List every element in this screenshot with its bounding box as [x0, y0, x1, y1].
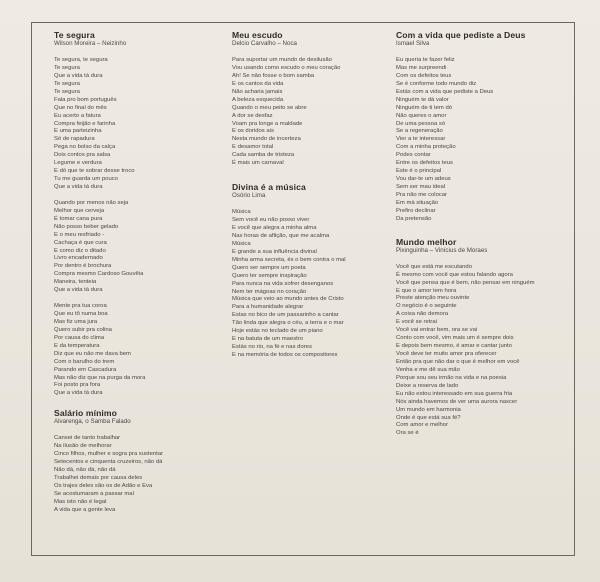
lyric-line: E dó que te sobrar desse troco	[54, 168, 135, 175]
lyric-line: A coisa não demora	[396, 311, 449, 318]
lyric-line: Estas no bico de um passarinho a cantar	[232, 312, 339, 319]
column-right	[396, 30, 574, 438]
lyric-line: Nem ter mágoas no coração	[232, 288, 307, 295]
lyric-line: Cinco filhos, mulher e sogra pra sustentar	[54, 451, 164, 458]
lyric-line: Que eu tô numa boa	[54, 311, 108, 317]
lyric-line: Cansei de tanto trabalhar	[54, 435, 121, 442]
lyric-line: Este é o principal	[396, 168, 442, 175]
lyric-line: Vou dar-te um adeus	[396, 176, 451, 183]
lyric-line: Quero subir pra colina	[54, 326, 112, 333]
lyric-line: Quando por menos não seja	[54, 199, 129, 206]
lyric-line: Você vai entrar bem, ora se vai	[396, 327, 478, 334]
lyric-line: Que a vida tá dura	[54, 390, 103, 397]
lyric-line: É tomar cana pura	[54, 215, 103, 222]
lyric-line: Ah! Se não fosse o bom samba	[232, 72, 315, 79]
lyric-line: Um mundo em harmonia	[396, 406, 461, 413]
lyric-line: Se acostumaram a passar mal	[54, 490, 134, 497]
song-title: Meu escudo	[232, 30, 283, 40]
lyric-line: Que a vida tá dura	[54, 287, 103, 294]
lyric-line: Venha e me dê sua mão	[396, 366, 460, 373]
song-divina-e-a-musica	[232, 182, 402, 360]
lyric-line: Se a regeneração	[396, 128, 443, 135]
lyric-line: Trabalhei demais por causa deles	[54, 475, 143, 481]
lyric-line: Quando o meu peito se abre	[232, 104, 307, 111]
lyric-line: Que no final do mês	[54, 104, 107, 111]
lyric-line: Podes contar	[396, 152, 431, 159]
lyric-line: Minha arma secreta, és o bem contra o mal	[232, 256, 346, 263]
lyric-line: E na memória de todos os compositores	[232, 352, 338, 358]
lyric-line: Que a vida tá dura	[54, 184, 103, 190]
song-salario-minimo	[54, 408, 224, 514]
lyric-line: Ninguém te dá valor	[396, 96, 449, 103]
song-title: Te segura	[54, 30, 95, 40]
lyric-line: Com amor e melhor	[396, 422, 449, 429]
stanza-break	[54, 192, 224, 200]
lyric-line: E você se retrai	[396, 319, 437, 326]
song-title: Com a vida que pediste a Deus	[396, 30, 526, 40]
lyric-line: Vou usando como escudo o meu coração	[232, 64, 341, 71]
lyric-line: E desamor total	[232, 144, 274, 151]
lyric-line: Mas não diz que na purga da mora	[54, 374, 146, 381]
column-middle	[232, 30, 402, 360]
lyric-line: Na ilusão de melhorar	[54, 443, 112, 450]
lyric-line: Te segura	[54, 80, 80, 87]
lyric-line: Por causa do clima	[54, 334, 105, 341]
lyric-line: E os doridos ais	[232, 128, 274, 135]
lyric-line: Ninguém de ti tem dó	[396, 104, 452, 111]
lyric-line: Por dentro é brochura	[54, 263, 112, 270]
lyric-line: Música	[232, 209, 251, 216]
lyric-line: Conto com você, vim mais um é sempre dois	[396, 335, 514, 342]
lyric-line: Não posso beber gelado	[54, 223, 119, 230]
lyric-line: Para nunca na vida sofrer desenganos	[232, 280, 334, 287]
lyric-line: E grande a sua influência divinal	[232, 248, 317, 255]
lyric-line: Tu me guarda um pouco	[54, 176, 118, 183]
lyric-line: Estás com a vida que pediste a Deus	[396, 88, 494, 95]
lyric-line: Parando em Cascadura	[54, 366, 117, 373]
lyric-line: De uma pessoa só	[396, 120, 446, 127]
lyric-line: Eu não estou interessado em sua guerra fria	[396, 390, 513, 397]
lyric-line: Mas isto não é legal	[54, 498, 107, 505]
lyric-line: Te segura	[54, 88, 80, 95]
lyric-line: Música que veio ao mundo antes de Cristo	[232, 296, 344, 303]
lyric-line: E que o amor tem hora	[396, 287, 457, 294]
lyric-line: Sem ser mau ideal	[396, 184, 446, 190]
song-authors: Delcio Carvalho – Noca	[232, 40, 297, 47]
lyric-line: Em má situação	[396, 199, 439, 206]
lyric-line: E uma parteizinha	[54, 128, 102, 135]
lyric-line: Nas horas de aflição, que me acalma	[232, 232, 330, 239]
song-lyrics	[396, 264, 574, 439]
song-meu-escudo	[232, 30, 402, 168]
lyric-line: Cachaça é que cura	[54, 239, 107, 246]
lyric-line: Você que está me escutando	[396, 263, 472, 270]
lyric-line: Para suportar um mundo de desilusão	[232, 57, 332, 63]
lyric-line: E da temperatura	[54, 342, 100, 349]
lyric-line: A vida que a gente leva	[54, 506, 116, 513]
lyric-line: Que a vida tá dura	[54, 72, 103, 79]
lyric-line: Você deve ter muito amor pra oferecer	[396, 351, 497, 357]
song-title: Mundo melhor	[396, 236, 457, 247]
song-lyrics	[396, 57, 574, 224]
lyric-line: Legume e verdura	[54, 160, 102, 167]
lyric-line: Compra feijão e farinha	[54, 120, 116, 127]
stanza-break	[54, 295, 224, 303]
lyric-line: Sem você eu não posso viver	[232, 217, 310, 224]
lyric-line: Nesta mundo de incerteza	[232, 136, 301, 143]
lyric-line: Fala pro bom português	[54, 96, 117, 103]
column-left	[54, 30, 224, 515]
lyric-line: É mesmo com você que estou falando agora	[396, 271, 513, 278]
song-te-segura	[54, 30, 224, 398]
lyric-line: E depois bem mesmo, é amar e cantar junto	[396, 343, 512, 350]
lyric-line: Cada samba de tristeza	[232, 152, 295, 159]
lyric-line: Não dá, não dá, não dá	[54, 467, 116, 474]
lyric-line: Mente pra tua coroa	[54, 303, 107, 310]
lyric-line: Eu acerto a fatura	[54, 112, 101, 119]
lyric-line: Quero ser sempre um poeta	[232, 264, 306, 271]
lyric-line: E na batuta de um maestro	[232, 336, 304, 343]
lyric-line: Quero ter sempre inspiração	[232, 272, 307, 279]
lyric-line: Dois contos pra salsa	[54, 152, 111, 159]
lyric-line: Não acharia jamais	[232, 88, 283, 95]
lyric-line: Nós ainda havemos de ver uma aurora nascer	[396, 398, 518, 405]
lyric-line: Mas me surpreendi	[396, 64, 447, 71]
lyric-line: Da pretensão	[396, 215, 432, 222]
lyric-line: Não queres o amor	[396, 112, 447, 119]
lyric-line: Setecentos e cinquenta cruzeiros, não dá	[54, 459, 163, 466]
lyric-line: Tão linda que alegra o céu, a terra e o mar	[232, 320, 344, 327]
lyric-line: Música	[232, 240, 251, 247]
lyric-line: Vier a te interessar	[396, 136, 446, 143]
lyric-line: Os trajes deles são os de Adão e Eva	[54, 482, 153, 489]
lyric-line: Só de rapadura	[54, 136, 95, 143]
lyric-line: É mais um carnaval	[232, 160, 284, 167]
lyric-line: Onde é que está sua fé?	[396, 414, 461, 421]
song-lyrics	[54, 435, 224, 514]
lyric-line: Compra mesmo Cardoso Gouvêia	[54, 271, 144, 278]
song-lyrics	[232, 57, 402, 168]
song-com-a-vida-que-pediste-a-deus	[396, 30, 574, 224]
lyric-line: Estás no rio, na fé e nas dores	[232, 344, 312, 351]
lyric-line: Livro encadernado	[54, 255, 103, 262]
lyric-line: O negócio é o seguinte	[396, 303, 457, 310]
lyric-line: Diz que eu não me dava bem	[54, 350, 131, 357]
lyric-line: E o meu resfriado -	[54, 231, 105, 238]
lyric-line: E os cantos da vida	[232, 80, 284, 87]
lyric-line: Te segura, te segura	[54, 57, 108, 63]
lyric-line: Com os defeitos teus	[396, 72, 452, 79]
lyric-line: E como diz o ditado	[54, 247, 106, 254]
lyric-line: A dor se desfaz	[232, 112, 273, 119]
song-lyrics	[54, 57, 224, 398]
lyric-line: Se é conforme todo mundo diz	[396, 80, 477, 87]
lyric-line: Preste atenção meu ouvinte	[396, 295, 470, 302]
song-authors: Pixinguinha – Vinícius de Moraes	[396, 246, 488, 254]
lyric-line: Maneira, tenteia	[54, 279, 97, 286]
lyric-line: Com a minha proteção	[396, 144, 456, 151]
lyric-line: Melhor que cerveja	[54, 207, 105, 214]
song-mundo-melhor	[396, 237, 574, 439]
song-authors: Alvarenga, o Samba Falado	[54, 418, 131, 426]
lyric-line: Então pra que não dar o que é melhor em você	[396, 358, 520, 365]
lyric-line: Você que pensa que é bem, não pensar em ninguém	[396, 279, 535, 286]
lyric-line: E você que alegra a minha alma	[232, 225, 317, 231]
song-lyrics	[232, 209, 402, 360]
lyric-line: Para a humanidade alegrar	[232, 304, 304, 311]
lyric-line: Prefiro declinar	[396, 207, 436, 214]
lyric-line: Voam pra longe a maldade	[232, 120, 303, 127]
lyric-line: Hoje estás no teclado de um piano	[232, 328, 323, 335]
lyric-line: Ora se é	[396, 430, 419, 437]
lyric-line: Deixe a reserva de lado	[396, 382, 459, 389]
lyric-line: Pega no bolso da calça	[54, 144, 116, 151]
song-authors: Ismael Silva	[396, 40, 430, 47]
lyric-line: Entre os defeitos teus	[396, 160, 453, 167]
lyric-line: Porque sou seu irmão na vida e na poesia	[396, 374, 507, 381]
lyric-line: A beleza esquecida	[232, 96, 284, 103]
lyric-line: Foi posto pra fora	[54, 382, 101, 389]
lyric-line: Eu queria te fazer feliz	[396, 57, 455, 63]
lyric-line: Pra não me colocar	[396, 191, 448, 198]
song-title: Salário mínimo	[54, 408, 118, 419]
song-authors: Osório Lima	[232, 192, 266, 200]
lyric-line: Mas fiz uma jura	[54, 318, 98, 325]
song-title: Divina é a música	[232, 182, 306, 193]
lyric-line: Te segura	[54, 64, 80, 71]
lyric-line: Com o barulho do trem	[54, 358, 115, 365]
song-authors: Wilson Moreira – Neizinho	[54, 40, 127, 47]
